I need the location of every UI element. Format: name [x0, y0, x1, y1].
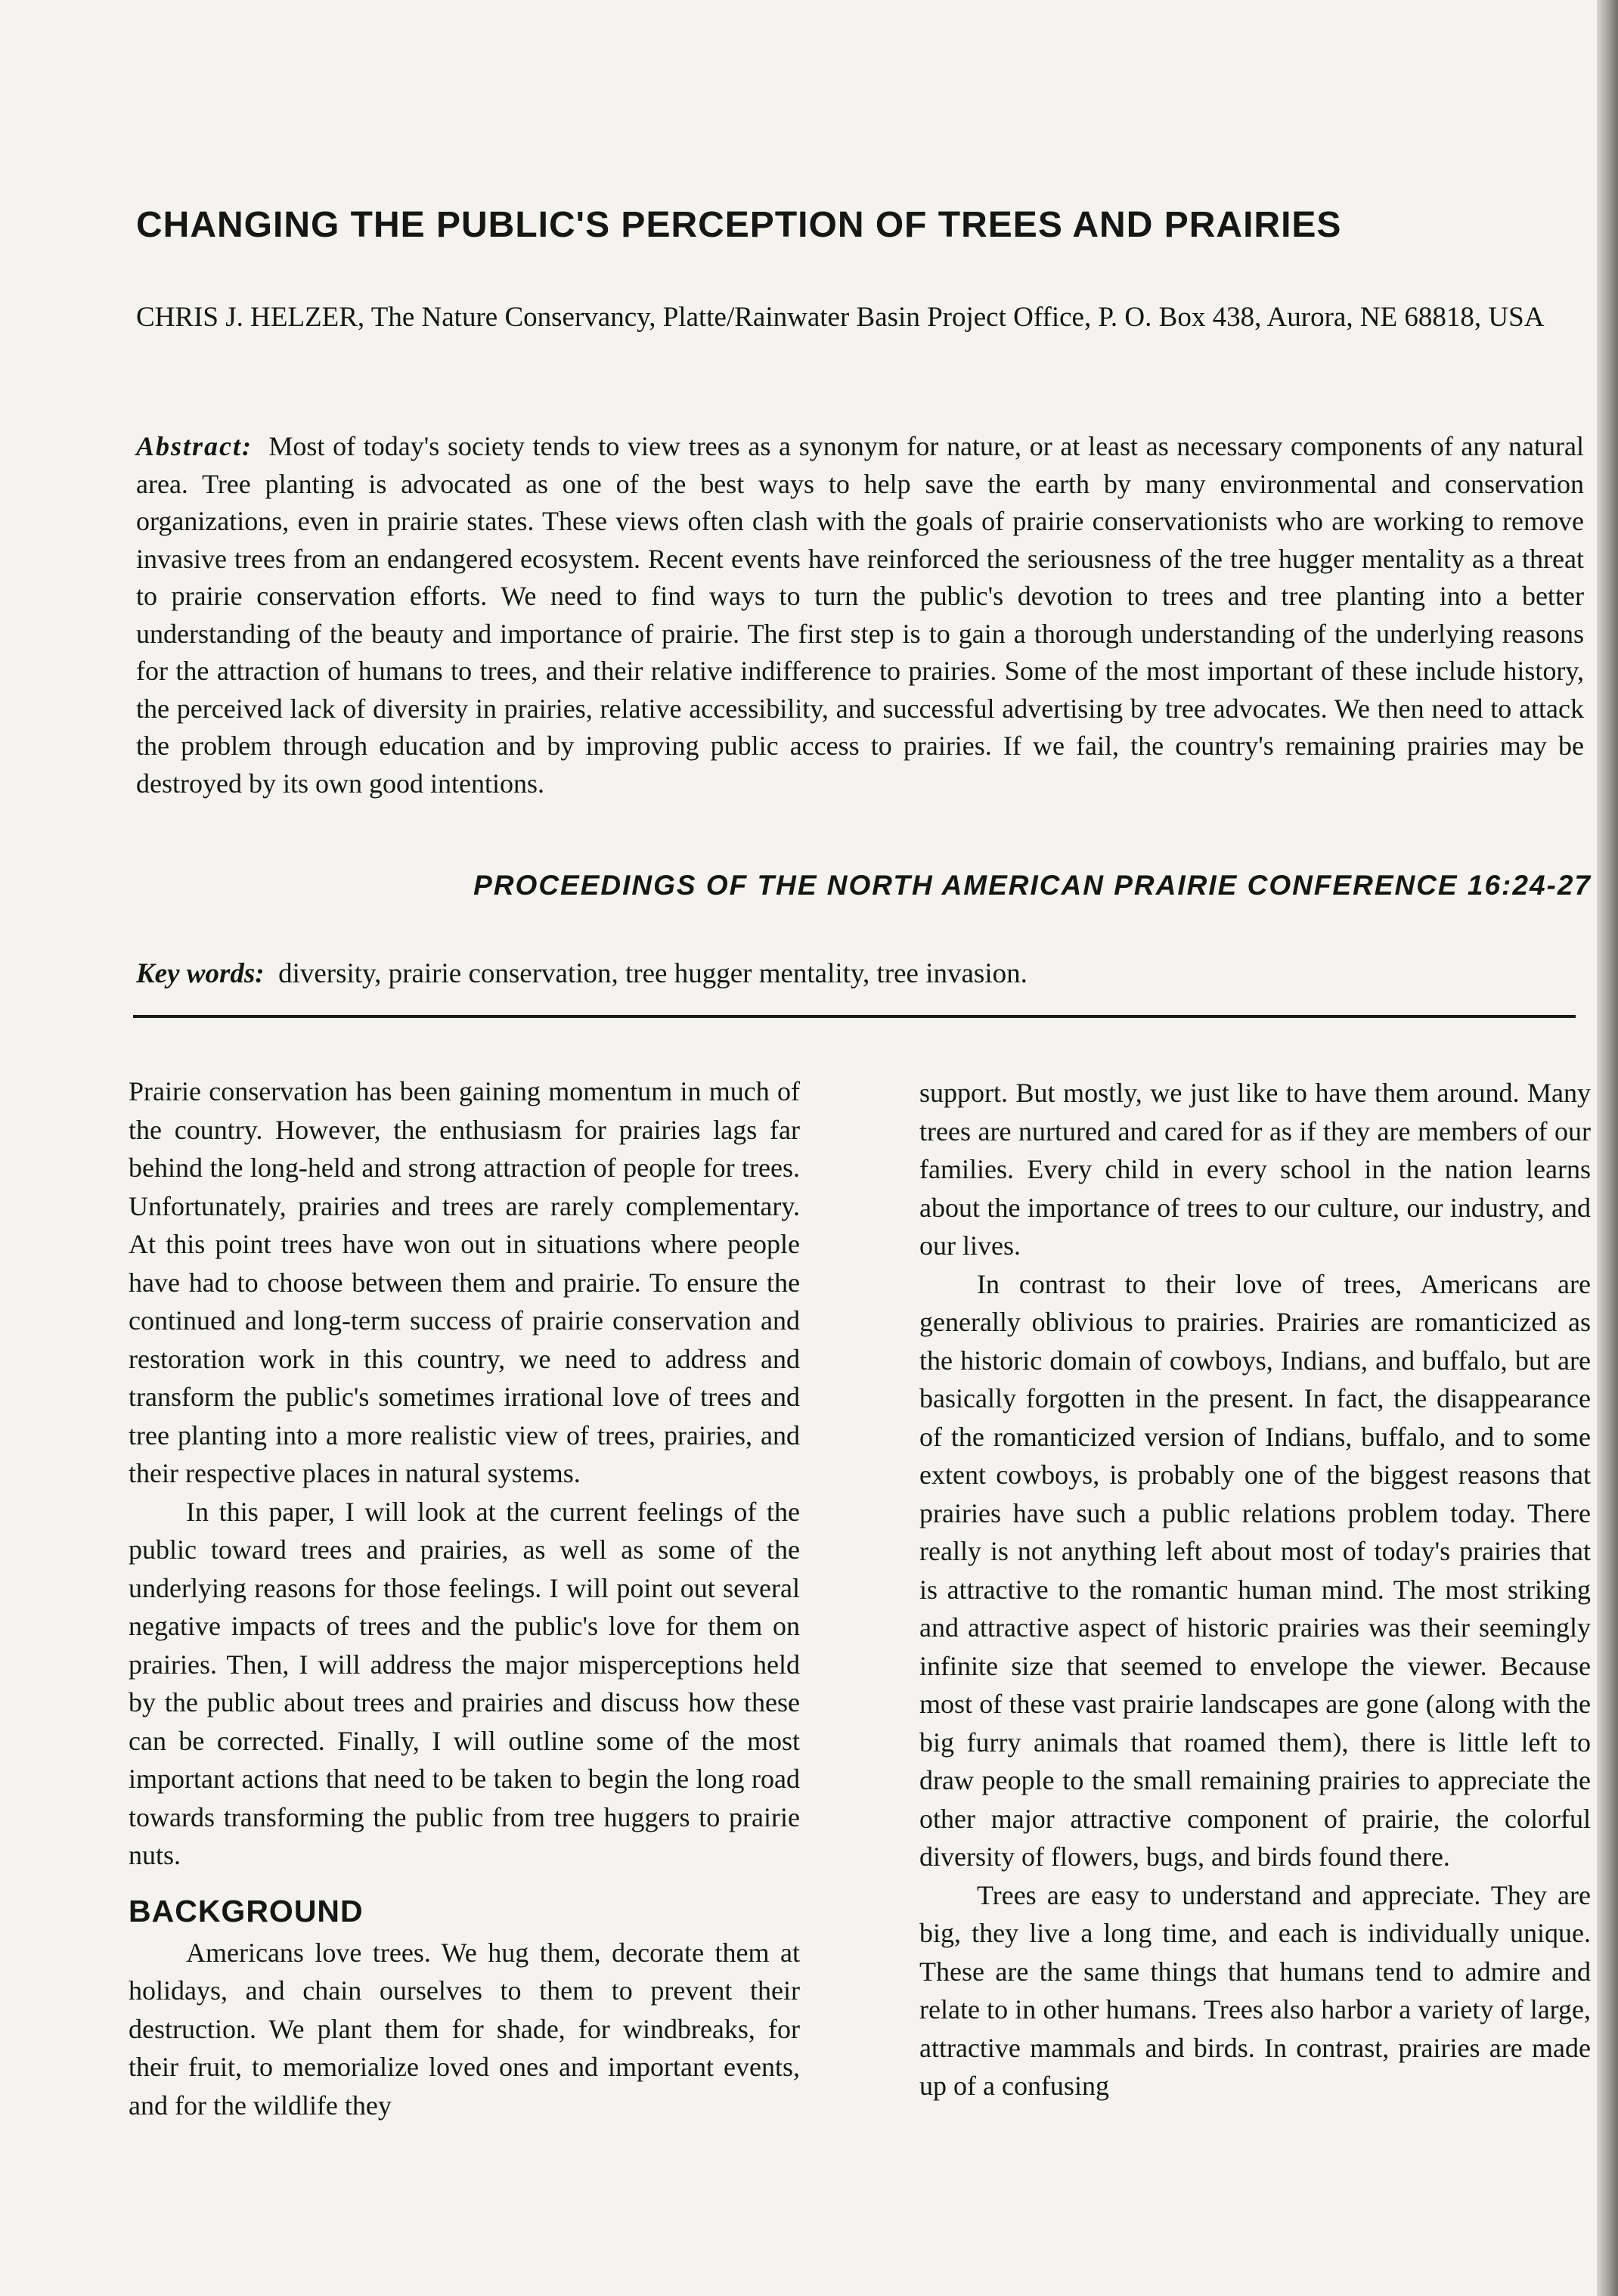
- keywords-label: Key words:: [136, 958, 265, 989]
- intro-paragraph-1: Prairie conservation has been gaining momentum in much of the country. However, the enthusiasm for prairies lags far behind the long-held and strong attraction of people for trees. Unfortunately, prairies and trees are rarely complementary. At this point trees have won out in situations where people have had to choose between them and prairie. To ensure the continued and long-term success of prairie conservation and restoration work in this country, we need to address and transform the public's sometimes irrational love of trees and tree planting into a more realistic view of trees, prairies, and their respective places in natural systems.: [129, 1076, 800, 1488]
- section-heading-background: BACKGROUND: [129, 1893, 364, 1928]
- right-column: [919, 1074, 1591, 2105]
- background-paragraph-1: Americans love trees. We hug them, decorate them at holidays, and chain ourselves to them to prevent their destruction. We plant them for shade, for windbreaks, for their fruit, to memorialize loved ones and important events, and for the wildlife they: [129, 1937, 800, 2121]
- intro-paragraph-2: In this paper, I will look at the current feelings of the public toward trees and prairies, as well as some of the underlying reasons for those feelings. I will point out several negative impacts of trees and the public's love for them on prairies. Then, I will address the major misperceptions held by the public about trees and prairies and discuss how these can be corrected. Finally, I will outline some of the most important actions that need to be taken to begin the long road towards transforming the public from tree huggers to prairie nuts.: [129, 1496, 800, 1870]
- abstract: [136, 428, 1584, 802]
- right-paragraph-1: support. But mostly, we just like to have them around. Many trees are nurtured and cared for as if they are members of our families. Every child in every school in the nation learns about the importance of trees to our culture, our industry, and our lives.: [919, 1078, 1591, 1261]
- right-paragraph-3: Trees are easy to understand and appreciate. They are big, they live a long time, and each is individually unique. These are the same things that humans tend to admire and relate to in other humans. Trees also harbor a variety of large, attractive mammals and birds. In contrast, prairies are made up of a confusing: [919, 1879, 1591, 2101]
- keywords: [136, 957, 1584, 990]
- right-paragraph-2: In contrast to their love of trees, Americans are generally oblivious to prairies. Prairies are romanticized as the historic domain of cowboys, Indians, and buffalo, but are basically forgotten in the present. In fact, the disappearance of the romanticized version of Indians, buffalo, and to some extent cowboys, is probably one of the biggest reasons that prairies have such a public relations problem today. There really is not anything left about most of today's prairies that is attractive to the romantic human mind. The most striking and attractive aspect of historic prairies was their seemingly infinite size that seemed to envelope the viewer. Because most of these vast prairie landscapes are gone (along with the big furry animals that roamed them), there is little left to draw people to the small remaining prairies to appreciate the other major attractive component of prairie, the colorful diversity of flowers, bugs, and birds found there.: [919, 1268, 1591, 1872]
- header-rule: [133, 1015, 1576, 1018]
- abstract-text: Most of today's society tends to view trees as a synonym for nature, or at least as necessary components of any natural area. Tree planting is advocated as one of the best ways to help save the earth by many environmental and conservation organizations, even in prairie states. These views often clash with the goals of prairie conservationists who are working to remove invasive trees from an endangered ecosystem. Recent events have reinforced the seriousness of the tree hugger mentality as a threat to prairie conservation efforts. We need to find ways to turn the public's devotion to trees and tree planting into a better understanding of the beauty and importance of prairie. The first step is to gain a thorough understanding of the underlying reasons for the attraction of humans to trees, and their relative indifference to prairies. Some of the most important of these include history, the perceived lack of diversity in prairies, relative accessibility, and successful advertising by tree advocates. We then need to attack the problem through education and by improving public access to prairies. If we fail, the country's remaining prairies may be destroyed by its own good intentions.: [136, 431, 1584, 799]
- keywords-text: diversity, prairie conservation, tree hugger mentality, tree invasion.: [278, 958, 1028, 989]
- proceedings-citation: PROCEEDINGS OF THE NORTH AMERICAN PRAIRIE CONFERENCE 16:24-27: [473, 870, 1592, 901]
- author-affiliation: CHRIS J. HELZER, The Nature Conservancy, Platte/Rainwater Basin Project Office, P. O. Box 438, Aurora, NE 68818, USA: [136, 302, 1545, 333]
- left-column: [129, 1072, 800, 2124]
- page-edge-shadow: [1597, 0, 1618, 2296]
- abstract-label: Abstract:: [136, 431, 253, 461]
- paper-title: CHANGING THE PUBLIC'S PERCEPTION OF TREES AND PRAIRIES: [136, 205, 1342, 245]
